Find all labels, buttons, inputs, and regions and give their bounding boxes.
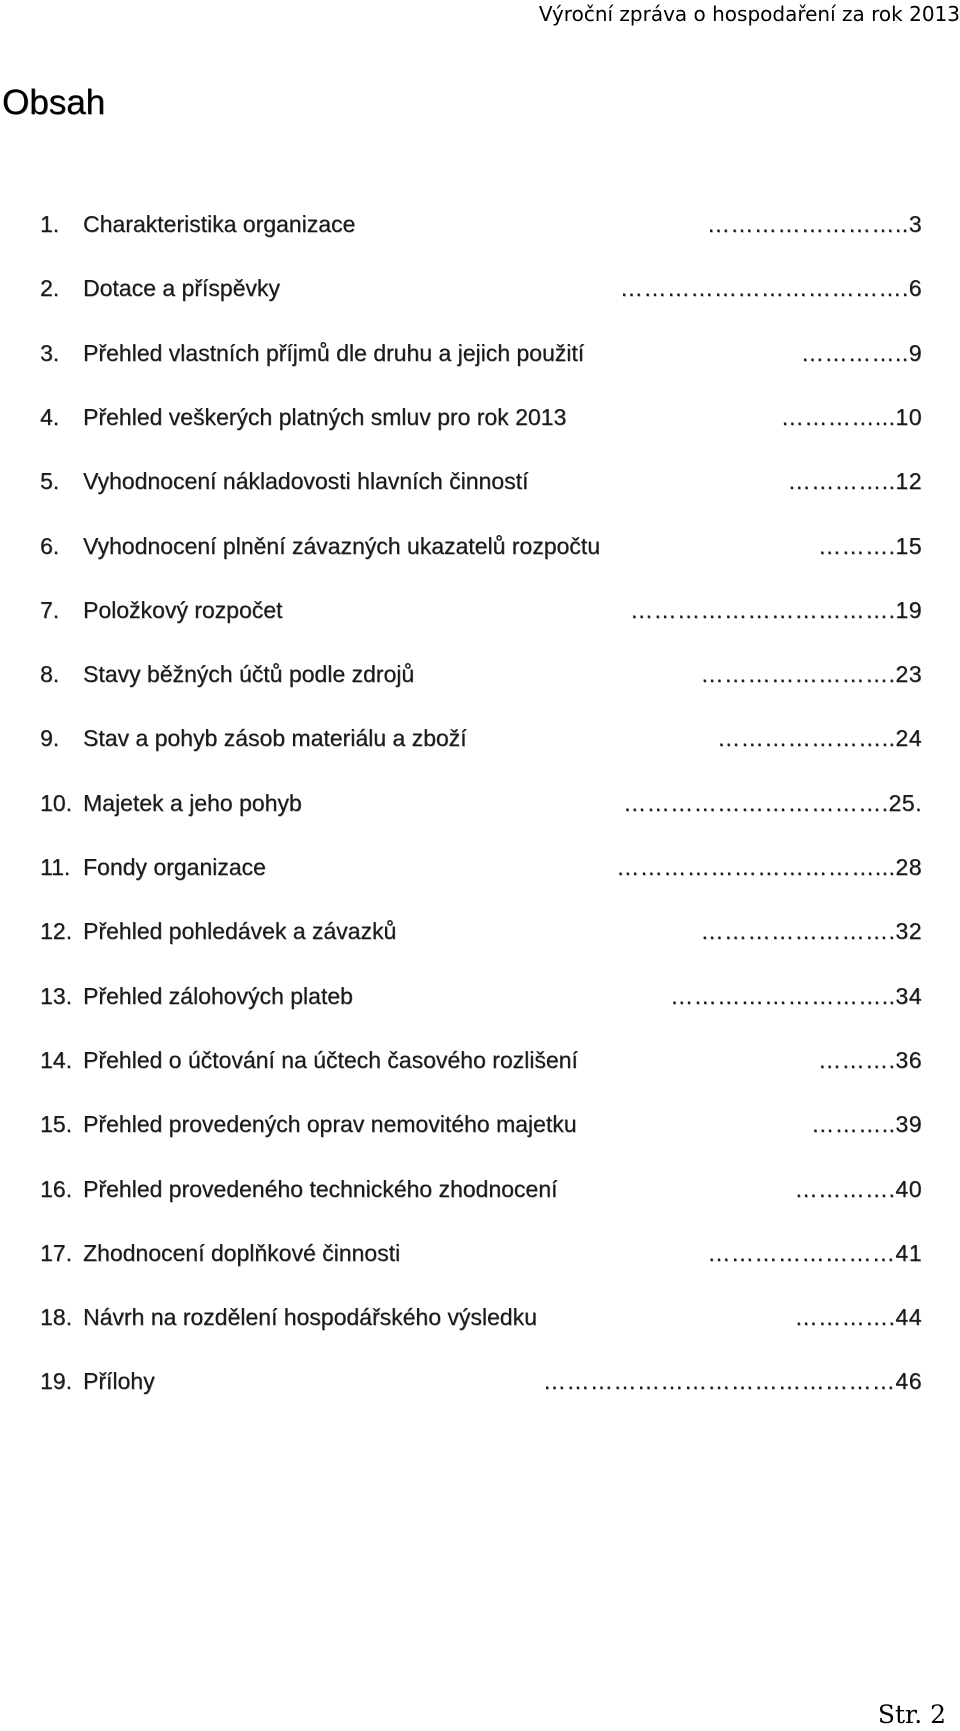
- toc-entry-leader-page: ……………………..3: [706, 211, 922, 237]
- toc-entry-leader-page: ………..39: [811, 1111, 922, 1138]
- toc-entry-number: 14.: [40, 1046, 72, 1073]
- toc-entry-label: Návrh na rozdělení hospodářského výsledku: [83, 1304, 537, 1331]
- toc-entry[interactable]: [0, 1169, 960, 1209]
- toc-entry[interactable]: [0, 1040, 960, 1080]
- toc-entry[interactable]: [0, 847, 960, 887]
- toc-entry-label: Přehled zálohových plateb: [83, 982, 353, 1009]
- toc-entry-label: Vyhodnocení nákladovosti hlavních činností: [83, 468, 529, 495]
- toc-entry-label: Majetek a jeho pohyb: [83, 789, 302, 816]
- toc-entry-label: Položkový rozpočet: [83, 596, 283, 623]
- toc-entry[interactable]: [0, 976, 960, 1016]
- toc-entry-label: Přehled veškerých platných smluv pro rok 2013: [83, 403, 567, 430]
- toc-entry-label: Přehled o účtování na účtech časového rozlišení: [83, 1046, 578, 1073]
- toc-entry[interactable]: [0, 1297, 960, 1337]
- toc-entry-number: 19.: [40, 1368, 72, 1395]
- toc-entry[interactable]: [0, 461, 960, 501]
- toc-entry-leader-page: ……………………41: [707, 1239, 922, 1266]
- toc-entry-leader-page: …………………….32: [700, 918, 922, 945]
- toc-entry-number: 5.: [40, 468, 60, 495]
- toc-entry-leader-page: …………………..24: [717, 725, 922, 752]
- toc-entry-number: 1.: [40, 211, 60, 237]
- toc-entry-label: Dotace a příspěvky: [83, 275, 280, 302]
- toc-entry[interactable]: [0, 1361, 960, 1401]
- toc-entry[interactable]: [0, 1104, 960, 1144]
- toc-entry[interactable]: [0, 333, 960, 373]
- toc-entry-label: Přehled provedených oprav nemovitého majetku: [83, 1111, 577, 1138]
- toc-entry-label: Stavy běžných účtů podle zdrojů: [83, 661, 415, 688]
- toc-entry-label: Stav a pohyb zásob materiálu a zboží: [83, 725, 467, 752]
- toc-entry-leader-page: ………….40: [794, 1175, 922, 1202]
- toc-entry-leader-page: …………………………….25.: [623, 789, 922, 816]
- toc-entry-leader-page: …………..12: [787, 468, 922, 495]
- toc-entry[interactable]: [0, 1233, 960, 1273]
- toc-entry[interactable]: [0, 783, 960, 823]
- toc-entry-leader-page: ………………………………………46: [542, 1368, 922, 1395]
- toc-entry[interactable]: [0, 590, 960, 630]
- toc-entry-label: Přílohy: [83, 1368, 155, 1395]
- toc-entry-label: Vyhodnocení plnění závazných ukazatelů rozpočtu: [83, 532, 600, 559]
- toc-entry-label: Přehled pohledávek a závazků: [83, 918, 397, 945]
- toc-entry-label: Charakteristika organizace: [83, 211, 356, 237]
- toc-entry[interactable]: [0, 718, 960, 758]
- toc-entry-leader-page: ………………………..34: [670, 982, 922, 1009]
- toc-entry-number: 11.: [40, 854, 71, 880]
- toc-entry-number: 8.: [40, 661, 60, 688]
- toc-entry-number: 10.: [40, 789, 72, 816]
- toc-entry-number: 16.: [40, 1175, 72, 1202]
- toc-entry-leader-page: ……….36: [818, 1046, 922, 1073]
- toc-entry[interactable]: [0, 654, 960, 694]
- page-number: Str. 2: [877, 1700, 946, 1729]
- toc-entry-number: 9.: [40, 725, 60, 752]
- toc-entry-number: 6.: [40, 532, 60, 559]
- toc-entry[interactable]: [0, 526, 960, 566]
- toc-entry[interactable]: [0, 397, 960, 437]
- toc-entry-leader-page: ………….44: [794, 1304, 922, 1331]
- running-header: Výroční zpráva o hospodaření za rok 2013: [538, 2, 960, 26]
- toc-entry-number: 2.: [40, 275, 60, 302]
- toc-entry-label: Přehled provedeného technického zhodnocení: [83, 1175, 558, 1202]
- toc-entry-number: 3.: [40, 339, 60, 366]
- toc-entry[interactable]: [0, 204, 960, 244]
- toc-entry-number: 7.: [40, 596, 60, 623]
- toc-entry-label: Přehled vlastních příjmů dle druhu a jejich použití: [83, 339, 585, 366]
- toc-entry-number: 18.: [40, 1304, 72, 1331]
- page-title: Obsah: [2, 83, 106, 122]
- toc-entry-leader-page: …………………………….19: [630, 596, 922, 623]
- toc-entry-number: 12.: [40, 918, 72, 945]
- toc-entry-number: 15.: [40, 1111, 72, 1138]
- toc-entry[interactable]: [0, 911, 960, 951]
- toc-entry-label: Zhodnocení doplňkové činnosti: [83, 1239, 401, 1266]
- toc-entry-leader-page: …………………….23: [700, 661, 922, 688]
- toc-entry-leader-page: ……….15: [818, 532, 922, 559]
- toc-entry-number: 17.: [40, 1239, 72, 1266]
- toc-entry-leader-page: ……………………………...28: [616, 854, 922, 880]
- toc-entry-number: 13.: [40, 982, 72, 1009]
- toc-entry[interactable]: [0, 268, 960, 308]
- toc-entry-leader-page: …………...10: [780, 403, 922, 430]
- toc-entry-leader-page: …………..9: [800, 339, 922, 366]
- toc-entry-leader-page: ……………………………….6: [619, 275, 922, 302]
- toc-entry-label: Fondy organizace: [83, 854, 266, 880]
- toc-entry-number: 4.: [40, 403, 60, 430]
